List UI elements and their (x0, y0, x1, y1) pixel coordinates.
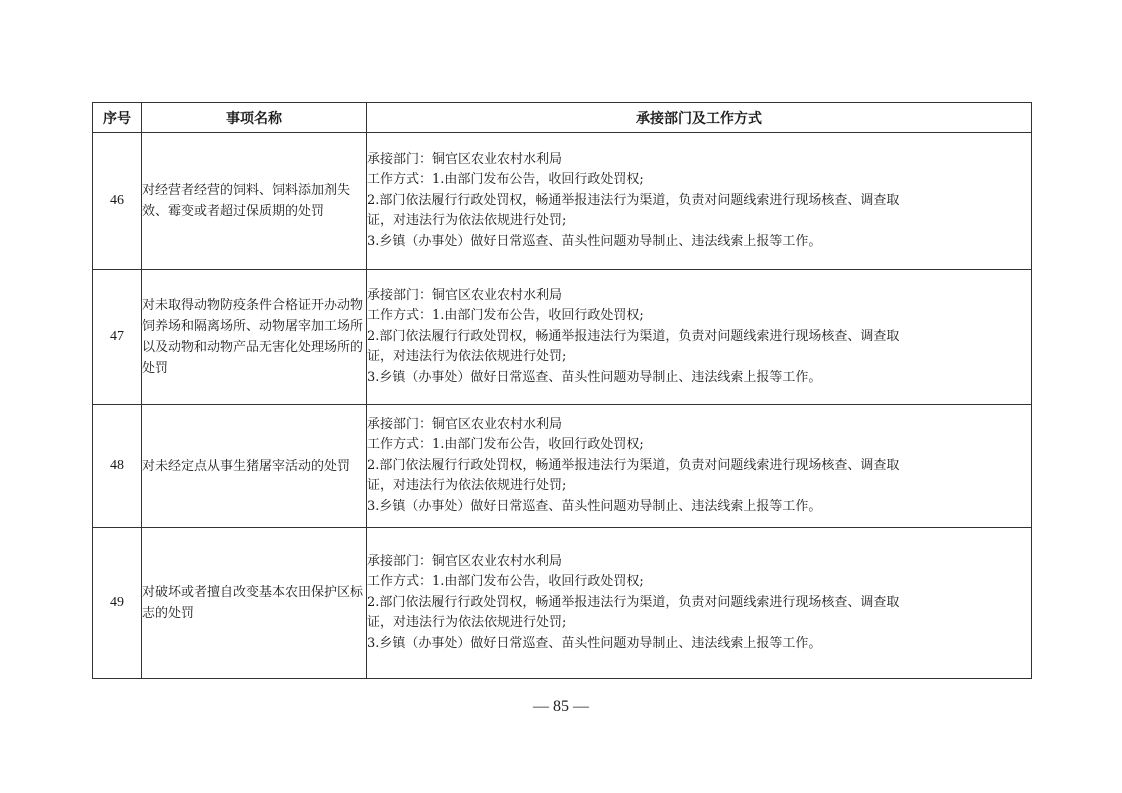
header-serial-number: 序号 (93, 103, 142, 133)
matters-table (92, 102, 1032, 679)
table-row (93, 133, 1032, 270)
detail-line: 2.部门依法履行行政处罚权，畅通举报违法行为渠道，负责对问题线索进行现场核查、调查取 (367, 457, 900, 473)
detail-line: 证，对违法行为依法依规进行处罚; (367, 349, 567, 365)
detail-line: 工作方式：1.由部门发布公告，收回行政处罚权; (367, 172, 644, 188)
detail-line: 工作方式：1.由部门发布公告，收回行政处罚权; (367, 437, 644, 453)
detail-line: 3.乡镇（办事处）做好日常巡查、苗头性问题劝导制止、违法线索上报等工作。 (367, 498, 822, 514)
detail-line: 工作方式：1.由部门发布公告，收回行政处罚权; (367, 308, 644, 324)
page-number: — 85 — (533, 698, 589, 715)
detail-line: 承接部门：铜官区农业农村水利局 (367, 416, 563, 432)
row-serial-number: 47 (93, 270, 142, 405)
row-matter-name: 对未经定点从事生猪屠宰活动的处罚 (142, 405, 367, 528)
header-matter-name: 事项名称 (142, 103, 367, 133)
row-detail (367, 405, 1032, 528)
table-row (93, 405, 1032, 528)
detail-line: 承接部门：铜官区农业农村水利局 (367, 151, 563, 167)
detail-line: 2.部门依法履行行政处罚权，畅通举报违法行为渠道，负责对问题线索进行现场核查、调查取 (367, 192, 900, 208)
header-department-and-method: 承接部门及工作方式 (367, 103, 1032, 133)
detail-line: 2.部门依法履行行政处罚权，畅通举报违法行为渠道，负责对问题线索进行现场核查、调查取 (367, 594, 900, 610)
row-detail (367, 270, 1032, 405)
row-matter-name: 对经营者经营的饲料、饲料添加剂失效、霉变或者超过保质期的处罚 (142, 133, 367, 270)
row-serial-number: 46 (93, 133, 142, 270)
row-matter-name: 对未取得动物防疫条件合格证开办动物饲养场和隔离场所、动物屠宰加工场所以及动物和动物产品无害化处理场所的处罚 (142, 270, 367, 405)
row-serial-number: 49 (93, 528, 142, 679)
detail-line: 证，对违法行为依法依规进行处罚; (367, 478, 567, 494)
row-serial-number: 48 (93, 405, 142, 528)
detail-line: 工作方式：1.由部门发布公告，收回行政处罚权; (367, 574, 644, 590)
detail-line: 3.乡镇（办事处）做好日常巡查、苗头性问题劝导制止、违法线索上报等工作。 (367, 369, 822, 385)
table-header-row (93, 103, 1032, 133)
detail-line: 承接部门：铜官区农业农村水利局 (367, 553, 563, 569)
detail-line: 2.部门依法履行行政处罚权，畅通举报违法行为渠道，负责对问题线索进行现场核查、调查取 (367, 328, 900, 344)
table-row (93, 528, 1032, 679)
detail-line: 证，对违法行为依法依规进行处罚; (367, 213, 567, 229)
detail-line: 承接部门：铜官区农业农村水利局 (367, 287, 563, 303)
row-detail (367, 133, 1032, 270)
row-detail (367, 528, 1032, 679)
detail-line: 3.乡镇（办事处）做好日常巡查、苗头性问题劝导制止、违法线索上报等工作。 (367, 233, 822, 249)
detail-line: 证，对违法行为依法依规进行处罚; (367, 615, 567, 631)
detail-line: 3.乡镇（办事处）做好日常巡查、苗头性问题劝导制止、违法线索上报等工作。 (367, 635, 822, 651)
row-matter-name: 对破坏或者擅自改变基本农田保护区标志的处罚 (142, 528, 367, 679)
table-row (93, 270, 1032, 405)
